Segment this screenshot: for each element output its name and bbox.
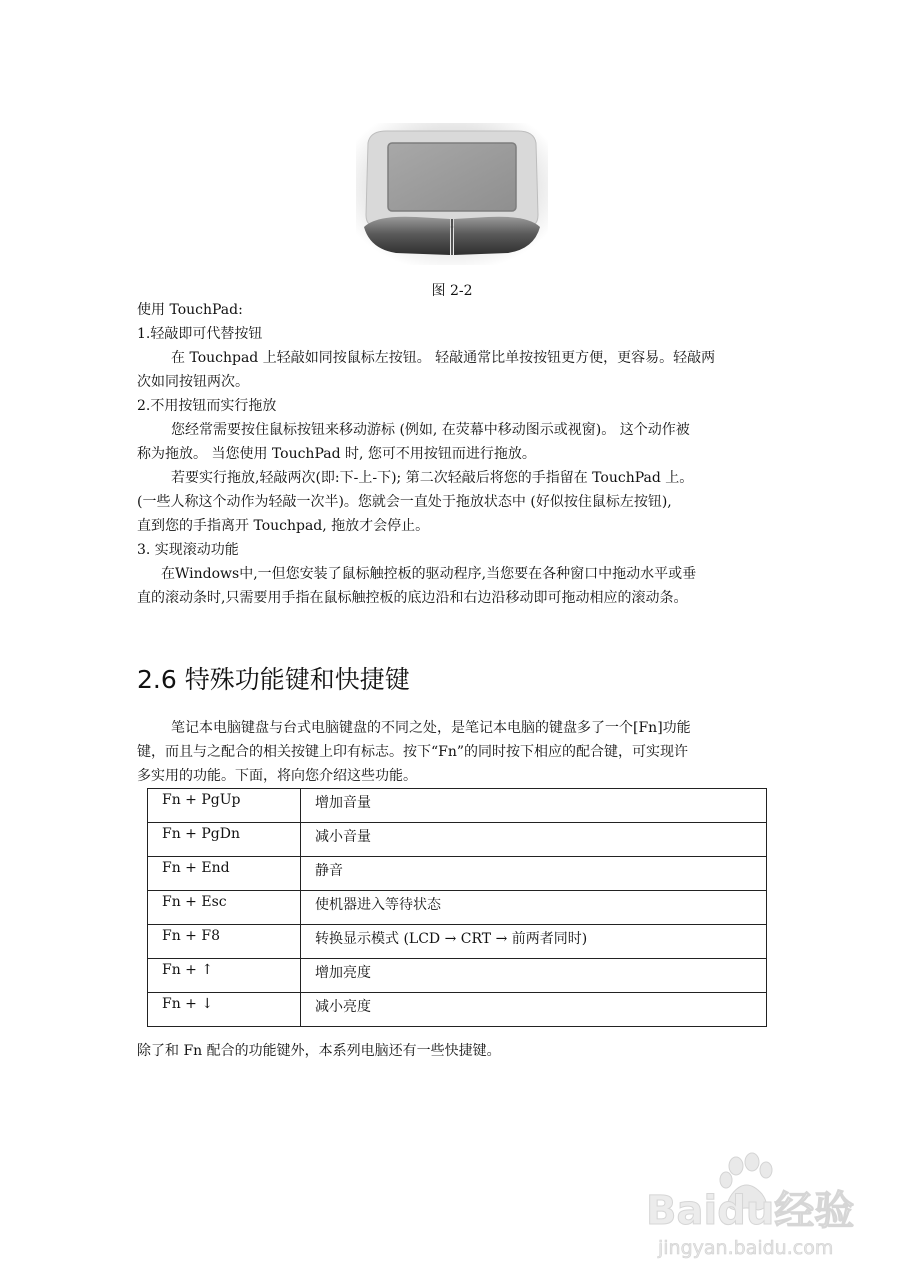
usage-heading: 使用 TouchPad: <box>137 302 243 318</box>
paragraph-line: 您经常需要按住鼠标按钮来移动游标 (例如, 在荧幕中移动图示或视窗)。 这个动作被 <box>171 422 690 438</box>
table-row <box>148 959 767 993</box>
touchpad-figure <box>356 123 548 265</box>
paragraph-line: 直的滚动条时,只需要用手指在鼠标触控板的底边沿和右边沿移动即可拖动相应的滚动条。 <box>137 590 688 606</box>
baidu-jingyan-watermark <box>640 1150 880 1270</box>
paragraph-line: 笔记本电脑键盘与台式电脑键盘的不同之处，是笔记本电脑的键盘多了一个[Fn]功能 <box>171 720 691 736</box>
key-combo-cell: Fn + ↑ <box>148 959 301 993</box>
figure-caption: 图 2-2 <box>431 283 473 299</box>
key-combo-cell: Fn + PgDn <box>148 823 301 857</box>
key-combo-cell: Fn + ↓ <box>148 993 301 1027</box>
function-cell: 转换显示模式 (LCD → CRT → 前两者同时) <box>301 925 767 959</box>
watermark-brand-text: Baidu经验 <box>646 1188 855 1234</box>
closing-sentence: 除了和 Fn 配合的功能键外，本系列电脑还有一些快捷键。 <box>137 1043 501 1059</box>
paragraph-line: 多实用的功能。下面，将向您介绍这些功能。 <box>137 768 417 784</box>
key-combo-cell: Fn + PgUp <box>148 789 301 823</box>
paragraph-line: (一些人称这个动作为轻敲一次半)。您就会一直处于拖放状态中 (好似按住鼠标左按钮), <box>137 494 672 510</box>
section-title: 2.6 特殊功能键和快捷键 <box>137 665 410 694</box>
item-2-heading: 2.不用按钮而实行拖放 <box>137 398 277 414</box>
baidu-logo-icon <box>640 1150 880 1270</box>
paragraph-line: 若要实行拖放,轻敲两次(即:下-上-下); 第二次轻敲后将您的手指留在 TouchPad 上。 <box>171 470 694 486</box>
paragraph-line: 直到您的手指离开 Touchpad, 拖放才会停止。 <box>137 518 430 534</box>
paragraph-line: 键，而且与之配合的相关按键上印有标志。按下“Fn”的同时按下相应的配合键，可实现许 <box>137 744 689 760</box>
touchpad-image <box>356 123 548 265</box>
key-combo-cell: Fn + End <box>148 857 301 891</box>
paragraph-line: 在Windows中,一但您安装了鼠标触控板的驱动程序,当您要在各种窗口中拖动水平或垂 <box>161 566 697 582</box>
function-cell: 增加音量 <box>301 789 767 823</box>
function-cell: 静音 <box>301 857 767 891</box>
paragraph-line: 称为拖放。 当您使用 TouchPad 时, 您可不用按钮而进行拖放。 <box>137 446 536 462</box>
table-row <box>148 857 767 891</box>
table-row <box>148 891 767 925</box>
function-cell: 减小亮度 <box>301 993 767 1027</box>
function-cell: 使机器进入等待状态 <box>301 891 767 925</box>
item-1-heading: 1.轻敲即可代替按钮 <box>137 326 263 342</box>
paragraph-line: 在 Touchpad 上轻敲如同按鼠标左按钮。 轻敲通常比单按按钮更方便，更容易。轻敲两 <box>171 350 716 366</box>
item-3-heading: 3. 实现滚动功能 <box>137 542 239 558</box>
key-combo-cell: Fn + F8 <box>148 925 301 959</box>
table-row <box>148 925 767 959</box>
table-row <box>148 789 767 823</box>
fn-key-table <box>147 788 767 1027</box>
paragraph-line: 次如同按钮两次。 <box>137 374 249 390</box>
function-cell: 增加亮度 <box>301 959 767 993</box>
watermark-url: jingyan.baidu.com <box>658 1237 834 1259</box>
key-combo-cell: Fn + Esc <box>148 891 301 925</box>
table-row <box>148 993 767 1027</box>
function-cell: 减小音量 <box>301 823 767 857</box>
table-row <box>148 823 767 857</box>
